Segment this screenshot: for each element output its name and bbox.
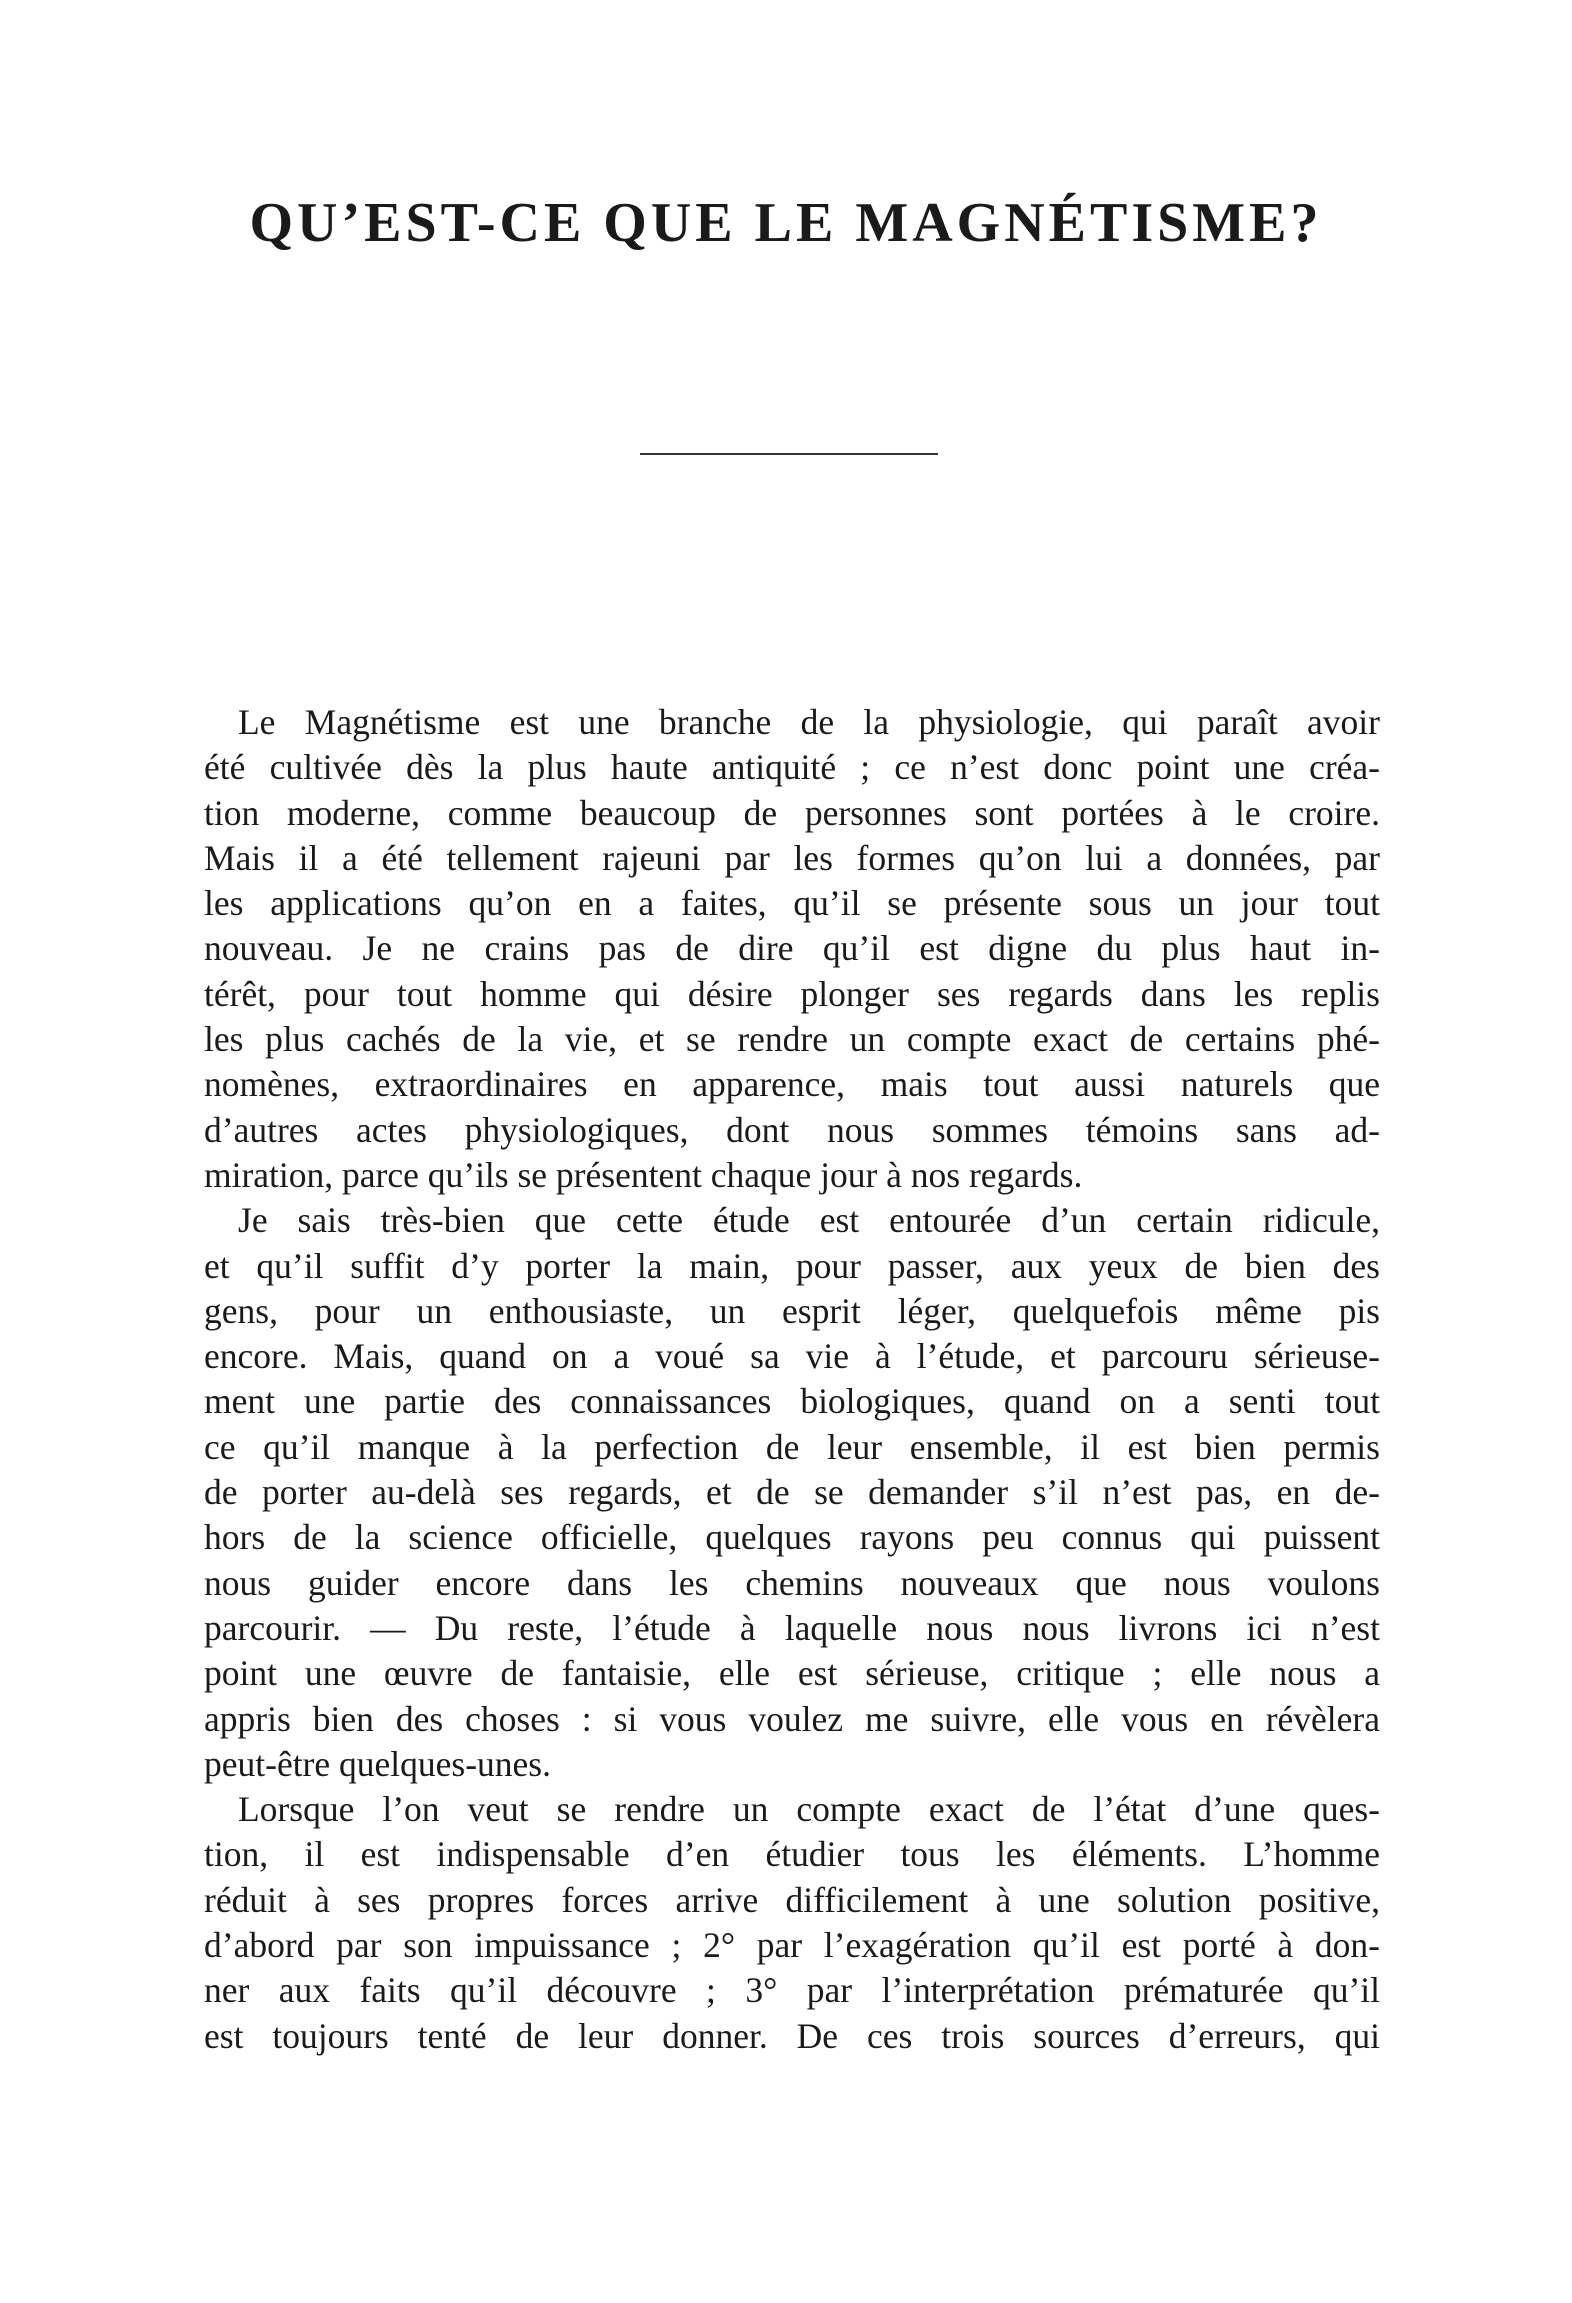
text-line: hors de la science officielle, quelques rayons peu connus qui puissent [204,1517,1380,1558]
text-line: encore. Mais, quand on a voué sa vie à l’étude, et parcouru sérieuse- [204,1336,1380,1377]
text-line: ner aux faits qu’il découvre ; 3° par l’interprétation prématurée qu’il [204,1970,1380,2011]
text-line: est toujours tenté de leur donner. De ces trois sources d’erreurs, qui [204,2015,1380,2056]
text-line: réduit à ses propres forces arrive difficilement à une solution positive, [204,1879,1380,1920]
text-line: de porter au-delà ses regards, et de se demander s’il n’est pas, en de- [204,1472,1380,1513]
text-line: et qu’il suffit d’y porter la main, pour passer, aux yeux de bien des [204,1245,1380,1286]
text-line: les applications qu’on en a faites, qu’il se présente sous un jour tout [204,883,1380,924]
paragraph-1 [204,700,1380,1198]
text-line: Le Magnétisme est une branche de la physiologie, qui paraît avoir [238,702,1380,742]
text-line: été cultivée dès la plus haute antiquité ; ce n’est donc point une créa- [204,747,1380,788]
text-line: parcourir. — Du reste, l’étude à laquelle nous nous livrons ici n’est [204,1607,1380,1648]
title-divider [640,453,938,455]
text-line: point une œuvre de fantaisie, elle est sérieuse, critique ; elle nous a [204,1653,1380,1694]
text-line: peut-être quelques-unes. [204,1743,551,1784]
chapter-title: QU’EST-CE QUE LE MAGNÉTISME? [249,192,1323,254]
text-line: nouveau. Je ne crains pas de dire qu’il est digne du plus haut in- [204,928,1380,969]
text-line: nous guider encore dans les chemins nouveaux que nous voulons [204,1562,1380,1603]
text-line: gens, pour un enthousiaste, un esprit léger, quelquefois même pis [204,1290,1380,1331]
text-line: ment une partie des connaissances biologiques, quand on a senti tout [204,1381,1380,1422]
paragraph-3 [204,1787,1380,2059]
text-line: les plus cachés de la vie, et se rendre un compte exact de certains phé- [204,1019,1380,1060]
text-line: Lorsque l’on veut se rendre un compte exact de l’état d’une ques- [238,1789,1380,1830]
text-line: d’autres actes physiologiques, dont nous sommes témoins sans ad- [204,1109,1380,1150]
text-line: tion moderne, comme beaucoup de personnes sont portées à le croire. [204,792,1380,833]
text-line: tion, il est indispensable d’en étudier tous les éléments. L’homme [204,1834,1380,1875]
text-line: appris bien des choses : si vous voulez me suivre, elle vous en révèlera [204,1698,1380,1739]
paragraph-2 [204,1198,1380,1787]
text-line: d’abord par son impuissance ; 2° par l’exagération qu’il est porté à don- [204,1925,1380,1966]
text-line: Mais il a été tellement rajeuni par les formes qu’on lui a données, par [204,837,1380,878]
text-line: térêt, pour tout homme qui désire plonger ses regards dans les replis [204,973,1380,1014]
body-text [204,700,1380,2059]
text-line: ce qu’il manque à la perfection de leur ensemble, il est bien permis [204,1426,1380,1467]
text-line: nomènes, extraordinaires en apparence, mais tout aussi naturels que [204,1064,1380,1105]
text-line: miration, parce qu’ils se présentent chaque jour à nos regards. [204,1154,1083,1195]
text-line: Je sais très-bien que cette étude est entourée d’un certain ridicule, [238,1200,1380,1241]
